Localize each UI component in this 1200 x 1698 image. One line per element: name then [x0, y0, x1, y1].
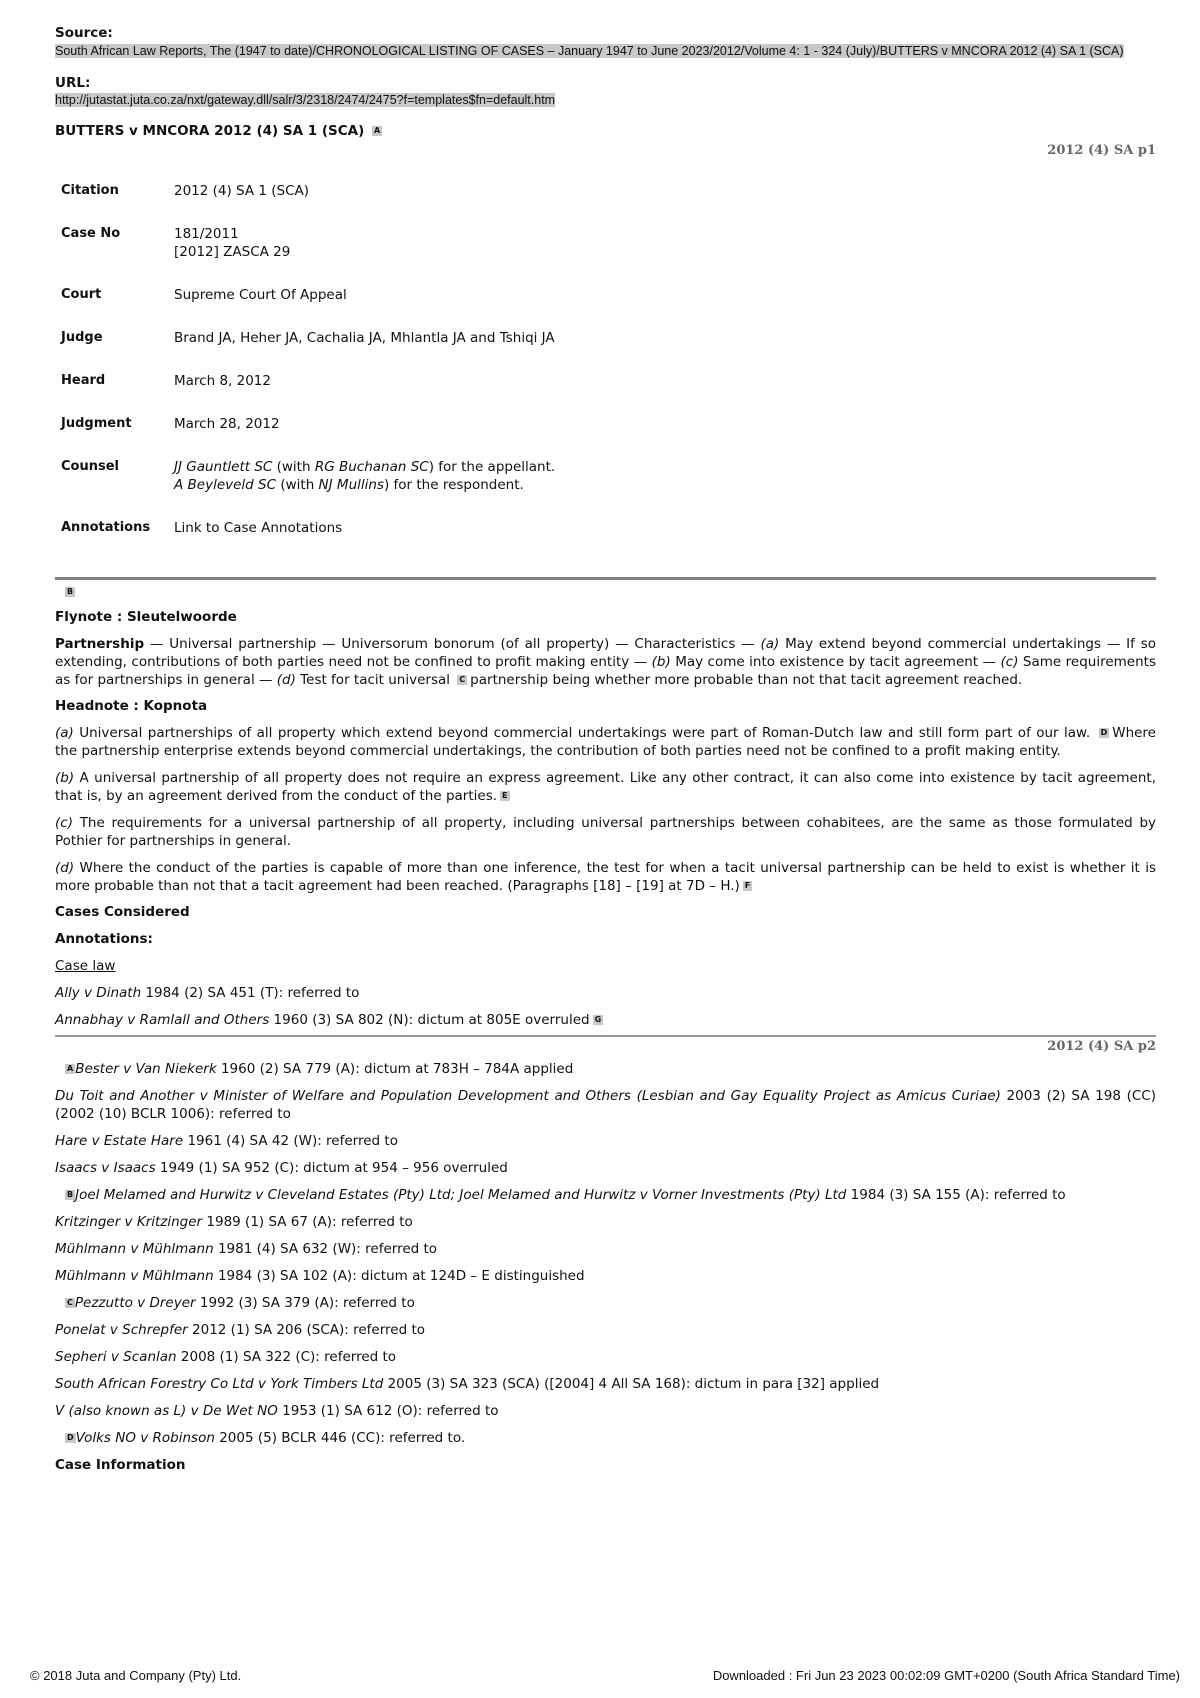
headnote-para-d: (d) Where the conduct of the parties is capable of more than one inference, the test for when a tacit universal partnership can be held to exist is whether it is more probable than not that a tacit agreement had been reached. (Paragraphs [18] – [19] at 7D – H.) F [55, 860, 1156, 894]
case-information-heading: Case Information [55, 1457, 186, 1473]
cases-heading: Cases Considered [55, 904, 190, 920]
headnote-para-b: (b) A universal partnership of all property does not require an express agreement. Like any other contract, it can also come into existence by tacit agreement, that is, by an agreement derived from the conduct of the parties. E [55, 770, 1156, 804]
marker-b-p2: B [67, 1190, 74, 1199]
case-citation: C Pezzutto v Dreyer 1992 (3) SA 379 (A): referred to [67, 1295, 415, 1311]
caseno-key: Case No [61, 226, 121, 241]
flynote-text: Partnership — Universal partnership — Universorum bonorum (of all property) — Characteristics — (a) May extend beyond commercial undertakings — If so extending, contributions of both parties need not be confined to profit making entity — (b) May come into existence by tacit agreement — (c) Same requirements as for partnerships in general — (d) Test for tacit universal C partnership being whether more probable than not that tacit agreement reached. [55, 636, 1156, 688]
footer-download-info: Downloaded : Fri Jun 23 2023 00:02:09 GMT+0200 (South Africa Standard Time) [712, 1668, 1180, 1683]
case-citation: Du Toit and Another v Minister of Welfare and Population Development and Others (Lesbian and Gay Equality Project as Amicus Curiae) 2003 (2) SA 198 (CC) (2002 (10) BCLR 1006): referred to [55, 1088, 1156, 1122]
headnote-para-a: (a) Universal partnerships of all property which extend beyond commercial undertakings were part of Roman-Dutch law and still form part of our law. D Where the partnership enterprise extends beyond commercial undertakings, the contribution of both parties need not be confined to a profit making entity. [55, 725, 1156, 759]
caseno-value: 181/2011 [2012] ZASCA 29 [174, 226, 291, 260]
marker-d-p2: D [67, 1433, 74, 1442]
citation-value: 2012 (4) SA 1 (SCA) [174, 183, 310, 199]
document-page [55, 25, 1156, 1474]
marker-g: G [594, 1015, 602, 1024]
marker-a-p2: A [67, 1064, 74, 1073]
marker-b: B [67, 587, 74, 596]
headnote-para-c: (c) The requirements for a universal partnership of all property, including universal partnerships between cohabitees, are the same as those formulated by Pothier for partnerships in general. [55, 815, 1156, 849]
url-label: URL: [55, 75, 91, 91]
heard-key: Heard [61, 373, 106, 388]
case-citation: D Volks NO v Robinson 2005 (5) BCLR 446 (CC): referred to. [67, 1430, 466, 1446]
section-divider [55, 577, 1156, 580]
case-citation: B Joel Melamed and Hurwitz v Cleveland Estates (Pty) Ltd; Joel Melamed and Hurwitz v Vorner Investments (Pty) Ltd 1984 (3) SA 155 (A): referred to [67, 1187, 1066, 1203]
caselaw-link[interactable]: Case law [55, 958, 116, 974]
judge-value: Brand JA, Heher JA, Cachalia JA, Mhlantla JA and Tshiqi JA [174, 330, 555, 346]
counsel-value: JJ Gauntlett SC (with RG Buchanan SC) for the appellant. A Beyleveld SC (with NJ Mullins) for the respondent. [174, 459, 556, 493]
marker-c-p2: C [67, 1298, 73, 1307]
annotations-key: Annotations [61, 520, 151, 535]
case-citation: A Bester v Van Niekerk 1960 (2) SA 779 (A): dictum at 783H – 784A applied [67, 1061, 574, 1077]
case-citation: V (also known as L) v De Wet NO 1953 (1) SA 612 (O): referred to [55, 1403, 499, 1419]
page-divider [55, 1035, 1156, 1037]
flynote-heading: Flynote : Sleutelwoorde [55, 609, 237, 625]
case-citation: Kritzinger v Kritzinger 1989 (1) SA 67 (A): referred to [55, 1214, 413, 1230]
case-title: BUTTERS v MNCORA 2012 (4) SA 1 (SCA) A [55, 123, 381, 139]
counsel-key: Counsel [61, 459, 119, 474]
page-ref-p2: 2012 (4) SA p2 [1047, 1039, 1156, 1054]
case-citation: Mühlmann v Mühlmann 1981 (4) SA 632 (W): referred to [55, 1241, 438, 1257]
case-citation: Annabhay v Ramlall and Others 1960 (3) SA 802 (N): dictum at 805E overruled G [55, 1012, 602, 1028]
judgment-value: March 28, 2012 [174, 416, 280, 432]
heard-value: March 8, 2012 [174, 373, 271, 389]
headnote-heading: Headnote : Kopnota [55, 698, 208, 714]
case-citation: Ally v Dinath 1984 (2) SA 451 (T): referred to [55, 985, 360, 1001]
marker-a: A [373, 126, 381, 135]
marker-c: C [459, 675, 466, 684]
judge-key: Judge [61, 330, 103, 345]
annotations-heading: Annotations: [55, 931, 153, 947]
case-citation: Mühlmann v Mühlmann 1984 (3) SA 102 (A): dictum at 124D – E distinguished [55, 1268, 585, 1284]
citation-key: Citation [61, 183, 119, 198]
marker-d: D [1100, 728, 1108, 737]
case-citation: Sepheri v Scanlan 2008 (1) SA 322 (C): referred to [55, 1349, 397, 1365]
case-meta-table [61, 182, 555, 537]
page-ref-p1: 2012 (4) SA p1 [1047, 143, 1156, 158]
case-citation: Hare v Estate Hare 1961 (4) SA 42 (W): referred to [55, 1133, 398, 1149]
annotations-link[interactable]: Link to Case Annotations [174, 520, 343, 536]
case-citation: South African Forestry Co Ltd v York Timbers Ltd 2005 (3) SA 323 (SCA) ([2004] 4 All SA 168): dictum in para [32] applied [55, 1376, 880, 1392]
marker-f: F [744, 881, 751, 890]
marker-e: E [502, 791, 508, 800]
source-label: Source: [55, 25, 113, 41]
judgment-key: Judgment [61, 416, 132, 431]
court-key: Court [61, 287, 102, 302]
court-value: Supreme Court Of Appeal [174, 287, 347, 303]
case-citation: Ponelat v Schrepfer 2012 (1) SA 206 (SCA): referred to [55, 1322, 425, 1338]
url-link[interactable]: http://jutastat.juta.co.za/nxt/gateway.dll/salr/3/2318/2474/2475?f=templates$fn=default.htm [55, 93, 556, 107]
footer-copyright: © 2018 Juta and Company (Pty) Ltd. [30, 1668, 242, 1683]
source-path: South African Law Reports, The (1947 to date)/CHRONOLOGICAL LISTING OF CASES – January 1947 to June 2023/2012/Volume 4: 1 - 324 (July)/BUTTERS v MNCORA 2012 (4) SA 1 (SCA) [55, 44, 1124, 58]
case-citation: Isaacs v Isaacs 1949 (1) SA 952 (C): dictum at 954 – 956 overruled [55, 1160, 508, 1176]
